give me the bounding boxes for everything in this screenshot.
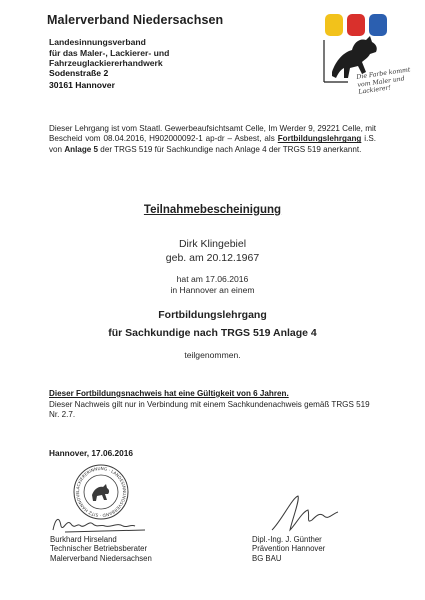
course-name-line1: Fortbildungslehrgang: [158, 309, 267, 321]
org-subtitle-line: Landesinnungsverband: [49, 37, 146, 47]
org-street: Sodenstraße 2: [49, 68, 109, 78]
course-place: in Hannover an einem: [170, 285, 255, 295]
signer-right-role: Prävention Hannover: [252, 544, 326, 554]
participant-name: Dirk Klingebiel: [178, 238, 247, 250]
place-and-date: Hannover, 17.06.2016: [49, 448, 133, 458]
intro-course-type: Fortbildungslehrgang: [277, 134, 362, 144]
signer-left-org: Malerverband Niedersachsen: [50, 553, 152, 563]
org-subtitle: [49, 37, 169, 69]
signer-right-name: Dipl.-Ing. J. Günther: [252, 535, 322, 544]
org-subtitle-line: Fahrzeuglackiererhandwerk: [49, 58, 163, 69]
course-date: hat am 17.06.2016: [176, 274, 249, 284]
signer-left-role: Technischer Betriebsberater: [50, 544, 148, 554]
org-subtitle-line: für das Maler-, Lackierer- und: [49, 47, 170, 58]
signer-left: [50, 535, 152, 563]
participation-text: teilgenommen.: [184, 350, 241, 360]
intro-annex: Anlage 5: [64, 144, 99, 154]
validity-headline: Dieser Fortbildungsnachweis hat eine Gültigkeit von 6 Jahren.: [49, 389, 289, 398]
intro-text: i.S. von: [49, 134, 376, 154]
org-city: 30161 Hannover: [49, 80, 115, 90]
signer-right: [252, 535, 325, 563]
certificate-title: Teilnahmebescheinigung: [143, 204, 282, 216]
intro-text: der TRGS 519 für Sachkundige nach Anlage 4 der TRGS 519 anerkannt.: [98, 144, 362, 154]
validity-note: Dieser Nachweis gilt nur in Verbindung mit einem Sachkundenachweis gemäß TRGS 519 Nr. 2.7.: [49, 400, 370, 420]
signature-right: [262, 490, 352, 538]
participant-birthdate: geb. am 20.12.1967: [165, 252, 260, 264]
course-name-line2: für Sachkundige nach TRGS 519 Anlage 4: [108, 327, 317, 339]
svg-text:LACKIERERINNUNG · LANDESINNUNG: LACKIERERINNUNG · LANDESINNUNGSVERBAND · SITZ HANNOVE: [74, 465, 128, 519]
org-name: Malerverband Niedersachsen: [47, 13, 224, 27]
intro-paragraph: [49, 124, 376, 155]
logo-slogan: Die Farbe kommt vom Maler und Lackierer!: [356, 66, 411, 96]
signer-right-org: BG BAU: [252, 553, 282, 563]
intro-text: Dieser Lehrgang ist vom Staatl. Gewerbeaufsichtsamt Celle, Im Werder 9, 29221 Celle, mit Bescheid vom 08.04.2016, H902000092-1 ap-dr – Asbest, als: [49, 124, 376, 144]
signer-left-name: Burkhard Hirseland: [50, 535, 117, 544]
